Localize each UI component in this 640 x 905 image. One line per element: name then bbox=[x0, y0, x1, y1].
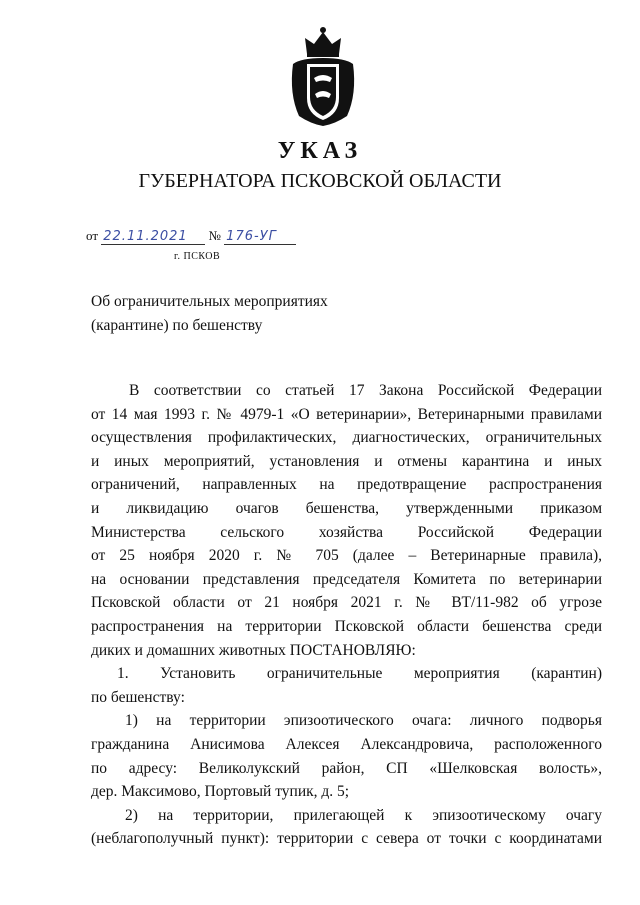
body-line: (неблагополучный пункт): территории с севера от точки с координатами bbox=[91, 830, 602, 848]
document-subject bbox=[91, 290, 391, 338]
subject-line: Об ограничительных мероприятиях bbox=[91, 293, 328, 310]
body-line: осуществления профилактических, диагностических, ограничительных bbox=[91, 429, 602, 447]
date-value: 22.11.2021 bbox=[101, 229, 205, 245]
body-line: по бешенству: bbox=[91, 688, 185, 706]
body-line: 1. Установить ограничительные мероприятия (карантин) bbox=[117, 665, 602, 683]
body-line: на основании представления председателя Комитета по ветеринарии bbox=[91, 570, 602, 588]
body-line: дер. Максимово, Портовый тупик, д. 5; bbox=[91, 783, 350, 801]
city-label: г. ПСКОВ bbox=[174, 251, 221, 262]
subject-line: (карантине) по бешенству bbox=[91, 317, 263, 334]
body-line: по адресу: Великолукский район, СП «Шелковская волость», bbox=[91, 759, 602, 777]
body-line: от 25 ноября 2020 г. № 705 (далее – Ветеринарные правила), bbox=[91, 547, 602, 565]
document-body bbox=[91, 379, 602, 851]
body-line: от 14 мая 1993 г. № 4979-1 «О ветеринарии», Ветеринарными правилами bbox=[91, 405, 602, 423]
body-line: гражданина Анисимова Алексея Александровича, расположенного bbox=[91, 735, 602, 753]
body-line: Министерства сельского хозяйства Российской Федерации bbox=[91, 523, 602, 541]
date-prefix: от bbox=[86, 228, 99, 243]
body-line: ограничений, направленных на предотвращение распространения bbox=[91, 476, 602, 494]
body-line: 2) на территории, прилегающей к эпизоотическому очагу bbox=[125, 806, 602, 824]
coat-of-arms-emblem bbox=[285, 24, 361, 128]
body-line: В соответствии со статьей 17 Закона Российской Федерации bbox=[129, 382, 602, 399]
body-line: Псковской области от 21 ноября 2021 г. № ВТ/11-982 об угрозе bbox=[91, 594, 602, 612]
document-subtitle: ГУБЕРНАТОРА ПСКОВСКОЙ ОБЛАСТИ bbox=[138, 170, 502, 192]
body-line: и иных мероприятий, установления и отмены карантина и иных bbox=[91, 452, 602, 470]
date-number-line bbox=[86, 228, 296, 246]
body-line: и ликвидацию очагов бешенства, утвержденными приказом bbox=[91, 499, 602, 517]
body-line: 1) на территории эпизоотического очага: личного подворья bbox=[125, 712, 602, 730]
body-line: распространения на территории Псковской области бешенства среди bbox=[91, 617, 602, 635]
number-prefix: № bbox=[208, 228, 221, 243]
number-value: 176-УГ bbox=[224, 229, 296, 245]
body-line: диких и домашних животных ПОСТАНОВЛЯЮ: bbox=[91, 641, 416, 659]
document-title: УКАЗ bbox=[277, 138, 363, 164]
